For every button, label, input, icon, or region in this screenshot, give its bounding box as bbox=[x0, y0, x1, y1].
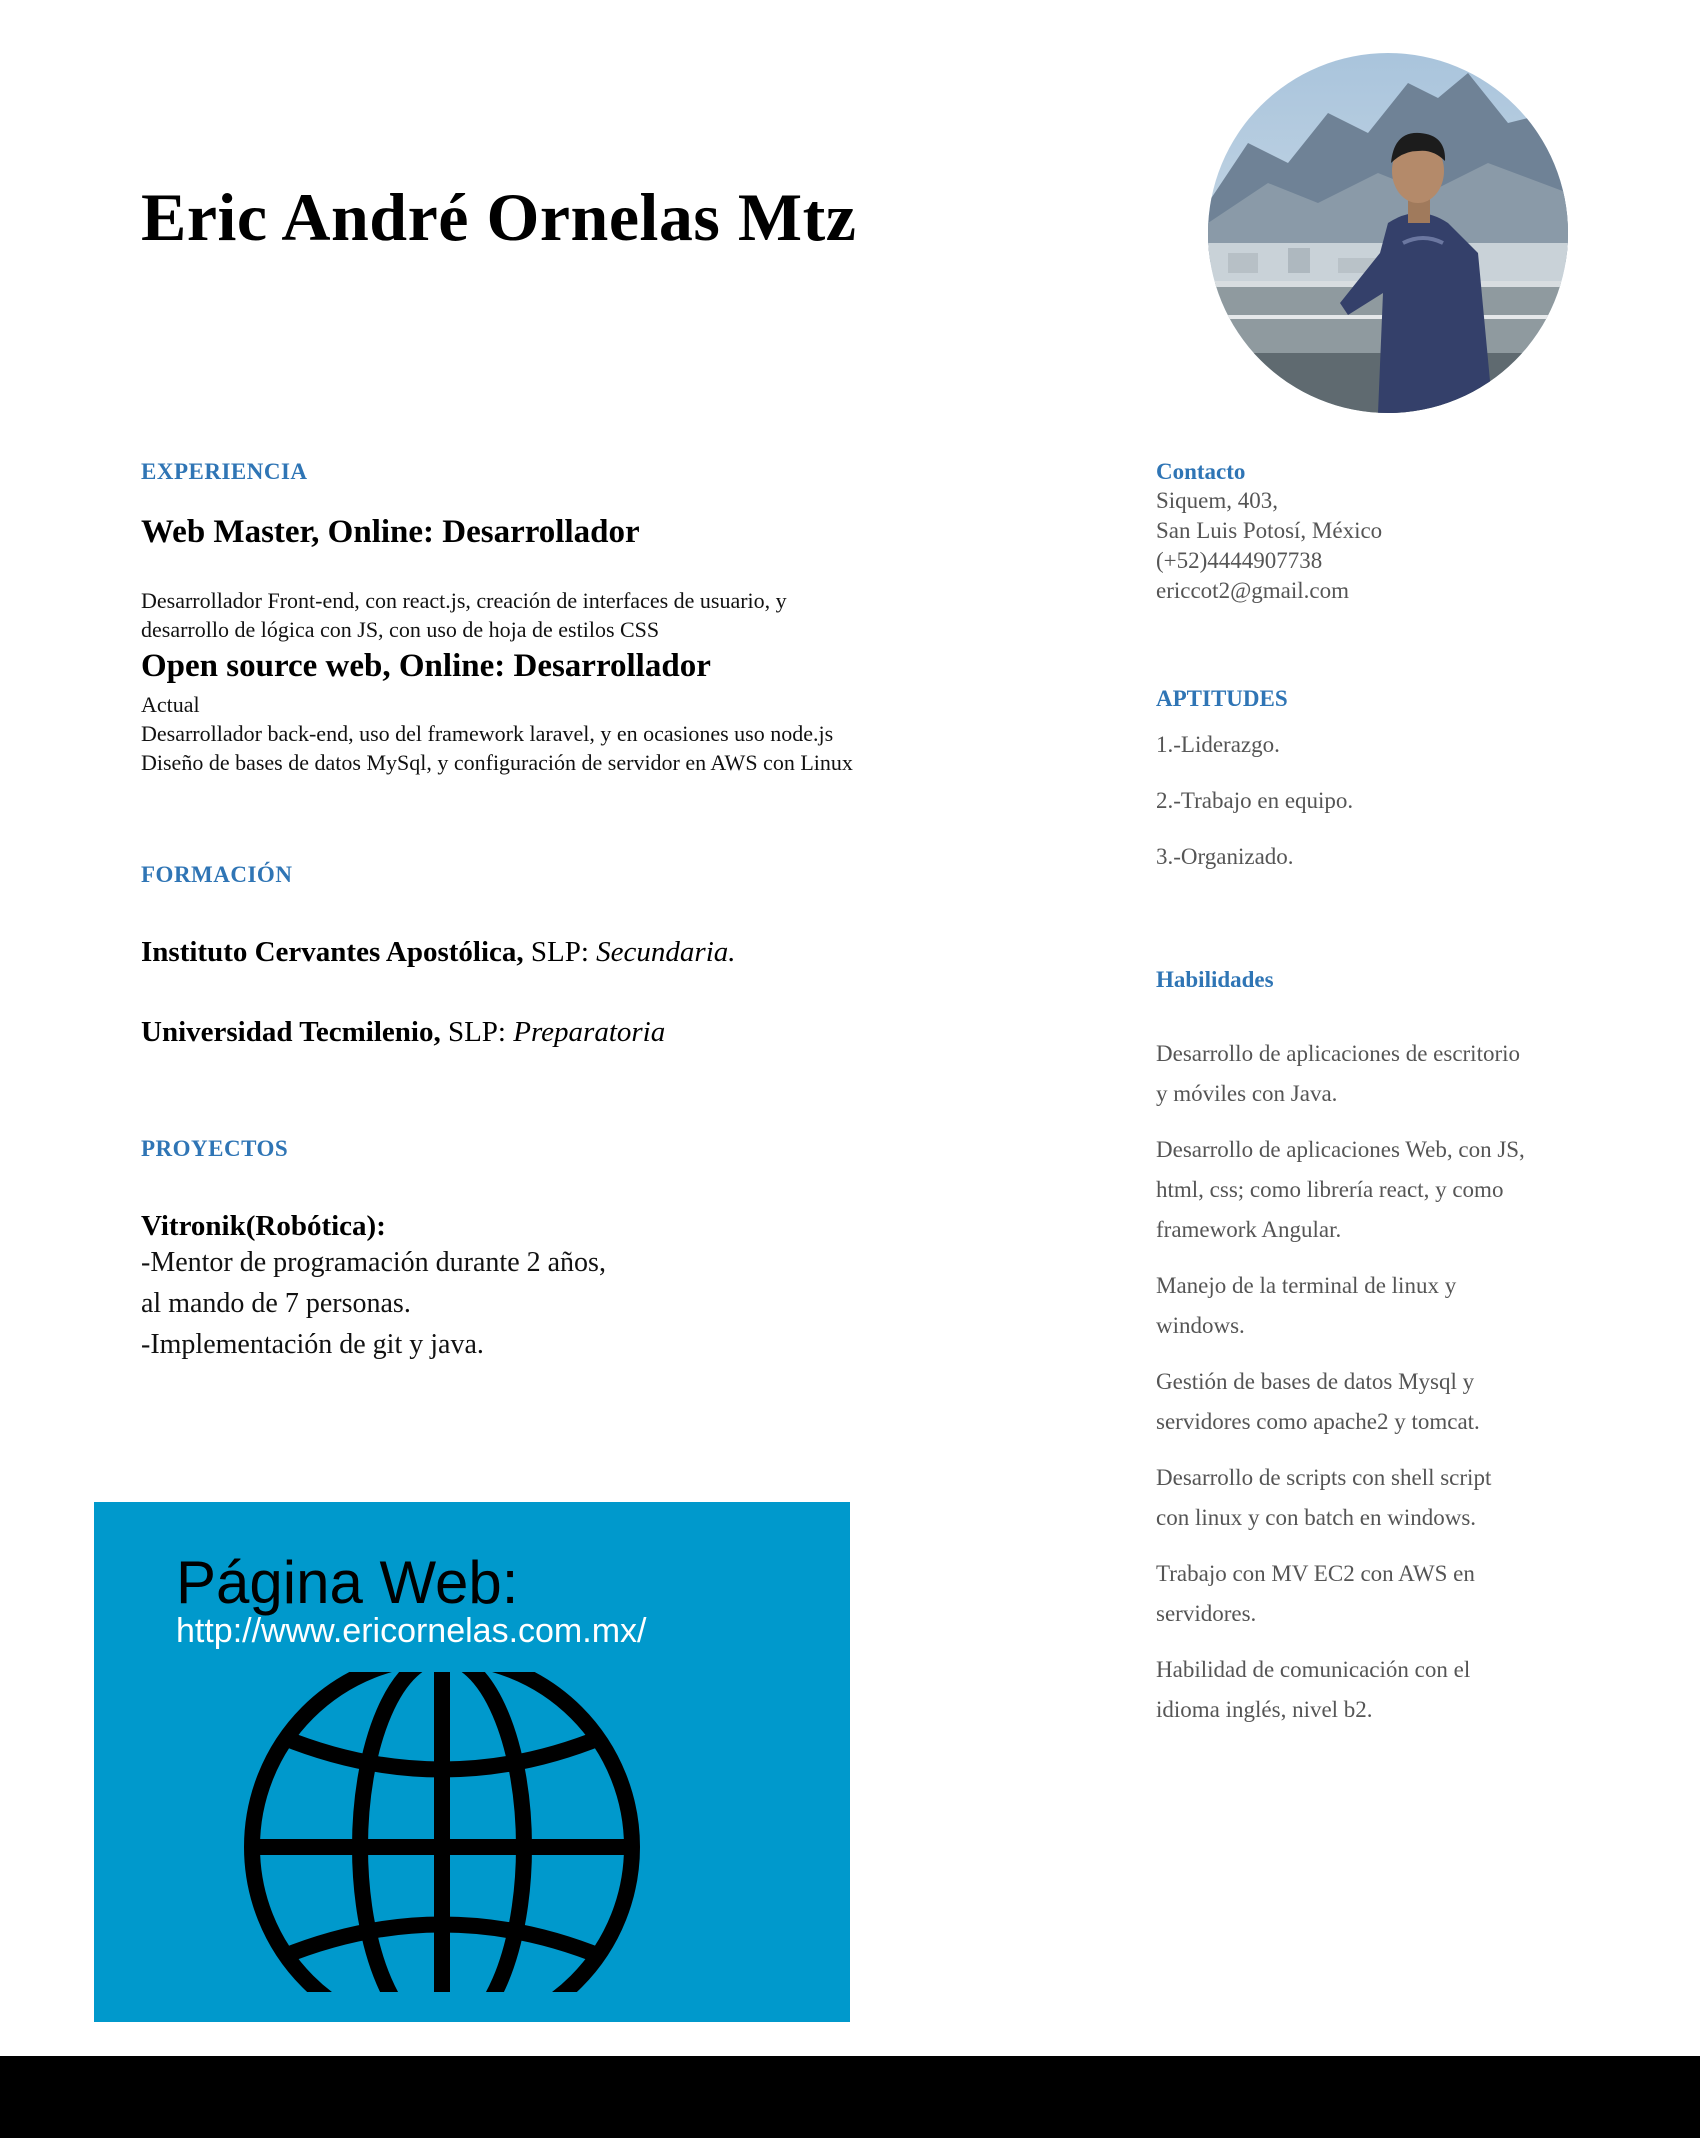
job-2-line: Diseño de bases de datos MySql, y configuración de servidor en AWS con Linux bbox=[141, 750, 853, 775]
aptitude-item: 3.-Organizado. bbox=[1156, 844, 1294, 869]
candidate-name: Eric André Ornelas Mtz bbox=[141, 179, 857, 255]
job-1-line: Desarrollador Front-end, con react.js, creación de interfaces de usuario, y bbox=[141, 588, 787, 613]
education-level: Preparatoria bbox=[513, 1016, 666, 1048]
aptitude-item: 1.-Liderazgo. bbox=[1156, 732, 1280, 757]
project-description bbox=[141, 1242, 606, 1365]
project-line: al mando de 7 personas. bbox=[141, 1288, 411, 1319]
skill-item: Desarrollo de scripts con shell script con linux y con batch en windows. bbox=[1156, 1465, 1492, 1530]
job-2-title: Open source web, Online: Desarrollador bbox=[141, 648, 711, 684]
profile-photo bbox=[1208, 53, 1568, 413]
website-label: Página Web: bbox=[176, 1549, 519, 1616]
projects-heading: PROYECTOS bbox=[141, 1136, 289, 1161]
education-school: Instituto Cervantes Apostólica, bbox=[141, 936, 524, 968]
globe-icon bbox=[242, 1672, 642, 1992]
footer-bar bbox=[0, 2056, 1700, 2138]
education-item bbox=[141, 936, 736, 969]
experience-heading: EXPERIENCIA bbox=[141, 459, 308, 484]
job-1-description bbox=[141, 586, 1101, 644]
education-place: SLP: bbox=[440, 1016, 514, 1048]
job-2-line: Actual bbox=[141, 692, 200, 717]
skill-item: Desarrollo de aplicaciones Web, con JS, html, css; como librería react, y como framework Angular. bbox=[1156, 1137, 1525, 1242]
website-url-link[interactable]: http://www.ericornelas.com.mx/ bbox=[176, 1612, 647, 1650]
education-item bbox=[141, 1016, 665, 1049]
skill-item: Manejo de la terminal de linux y windows. bbox=[1156, 1273, 1457, 1338]
contact-city-line: San Luis Potosí, México bbox=[1156, 518, 1383, 543]
skill-item: Habilidad de comunicación con el idioma inglés, nivel b2. bbox=[1156, 1657, 1471, 1722]
skills-heading: Habilidades bbox=[1156, 967, 1274, 992]
education-heading: FORMACIÓN bbox=[141, 862, 293, 887]
education-school: Universidad Tecmilenio, bbox=[141, 1016, 441, 1048]
contact-email[interactable]: ericcot2@gmail.com bbox=[1156, 578, 1349, 603]
education-place: SLP: bbox=[523, 936, 597, 968]
contact-details bbox=[1156, 486, 1382, 606]
profile-photo-illustration bbox=[1208, 53, 1568, 413]
job-2-line: Desarrollador back-end, uso del framework laravel, y en ocasiones uso node.js bbox=[141, 721, 834, 746]
skill-item: Gestión de bases de datos Mysql y servidores como apache2 y tomcat. bbox=[1156, 1369, 1480, 1434]
project-line: -Mentor de programación durante 2 años, bbox=[141, 1247, 606, 1278]
contact-phone[interactable]: (+52)4444907738 bbox=[1156, 548, 1323, 573]
project-title: Vitronik(Robótica): bbox=[141, 1210, 386, 1242]
project-line: -Implementación de git y java. bbox=[141, 1329, 484, 1360]
skills-list bbox=[1156, 1034, 1526, 1746]
aptitudes-heading: APTITUDES bbox=[1156, 686, 1288, 711]
job-1-title: Web Master, Online: Desarrollador bbox=[141, 514, 640, 550]
job-1-line: desarrollo de lógica con JS, con uso de hoja de estilos CSS bbox=[141, 617, 660, 642]
contact-address-line: Siquem, 403, bbox=[1156, 488, 1279, 513]
aptitude-item: 2.-Trabajo en equipo. bbox=[1156, 788, 1354, 813]
aptitudes-list bbox=[1156, 732, 1353, 900]
skill-item: Desarrollo de aplicaciones de escritorio y móviles con Java. bbox=[1156, 1041, 1521, 1106]
skill-item: Trabajo con MV EC2 con AWS en servidores. bbox=[1156, 1561, 1475, 1626]
job-2-description bbox=[141, 690, 1121, 777]
education-level: Secundaria. bbox=[596, 936, 736, 968]
contact-heading: Contacto bbox=[1156, 459, 1246, 484]
website-card[interactable] bbox=[94, 1502, 850, 2022]
